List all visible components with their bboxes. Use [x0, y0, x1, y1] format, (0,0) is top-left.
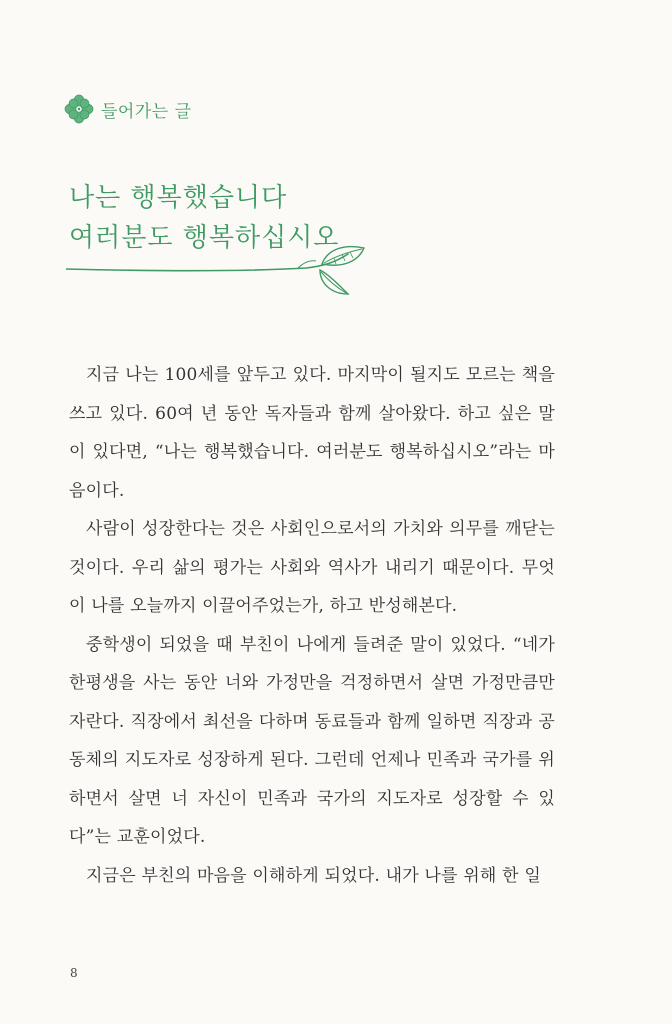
leaf-branch-icon: [66, 244, 366, 296]
paragraph: 사람이 성장한다는 것은 사회인으로서의 가치와 의무를 깨닫는 것이다. 우리 삶의 평가는 사회와 역사가 내리기 때문이다. 무엇이 나를 오늘까지 이끌어주었는가, 하고 반성해본다.: [69, 519, 555, 616]
page-number: 8: [70, 966, 78, 980]
section-header: [64, 94, 192, 124]
body-text: [69, 356, 555, 895]
paragraph: 지금 나는 100세를 앞두고 있다. 마지막이 될지도 모르는 책을 쓰고 있다. 60여 년 동안 독자들과 함께 살아왔다. 하고 싶은 말이 있다면, “나는 행복했습니다. 여러분도 행복하십시오”라는 마음이다.: [69, 365, 555, 501]
paragraph: 지금은 부친의 마음을 이해하게 되었다. 내가 나를 위해 한 일: [86, 865, 541, 886]
paragraph: 중학생이 되었을 때 부친이 나에게 들려준 말이 있었다. “네가 한평생을 사는 동안 너와 가정만을 걱정하면서 살면 가정만큼만 자란다. 직장에서 최선을 다하며 동료들과 함께 일하면 직장과 공동체의 지도자로 성장하게 된다. 그런데 언제나 민족과 국가를 위하면서 살면 너 자신이 민족과 국가의 지도자로 성장할 수 있다”는 교훈이었다.: [69, 634, 555, 847]
section-label: 들어가는 글: [101, 101, 192, 122]
title-line-1: 나는 행복했습니다: [69, 183, 288, 213]
flower-icon: [64, 94, 94, 124]
title-line-2: 여러분도 행복하십시오: [69, 223, 340, 253]
